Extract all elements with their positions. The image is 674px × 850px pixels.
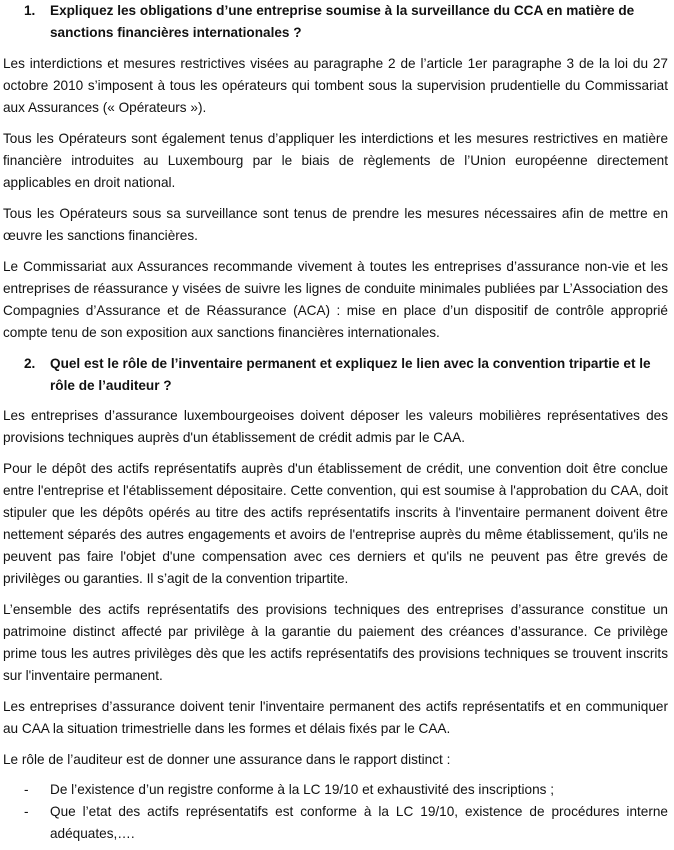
- list-dash: -: [24, 782, 29, 797]
- paragraph: Le Commissariat aux Assurances recommande vivement à toutes les entreprises d’assurance non-vie et les entreprises de réassurance y visées de suivre les lignes de conduite minimales publiées par L’Association des Compagnies d’Assurance et de Réassurance (ACA) : mise en place d’un dispositif de contrôle approprié compte tenu de son exposition aux sanctions financières internationales.: [3, 259, 668, 340]
- list-item-text: De l’existence d’un registre conforme à la LC 19/10 et exhaustivité des inscriptions ;: [50, 782, 554, 797]
- paragraph: Les interdictions et mesures restrictives visées au paragraphe 2 de l’article 1er paragraphe 3 de la loi du 27 octobre 2010 s’imposent à tous les opérateurs qui tombent sous la supervision prudentielle du Commissariat aux Assurances (« Opérateurs »).: [3, 56, 668, 115]
- question-1-number: 1.: [24, 3, 36, 18]
- list-item: [0, 779, 674, 801]
- paragraph: Tous les Opérateurs sont également tenus d’appliquer les interdictions et les mesures restrictives en matière financière introduites au Luxembourg par le biais de règlements de l’Union européenne directement applicables en droit national.: [3, 131, 668, 190]
- question-2-heading: [0, 353, 674, 397]
- auditor-role-list: [0, 779, 674, 845]
- question-1-heading: [0, 0, 674, 44]
- list-item: [0, 801, 674, 845]
- paragraph: L’ensemble des actifs représentatifs des provisions techniques des entreprises d’assurance constitue un patrimoine distinct affecté par privilège à la garantie du paiement des créances d’assurance. Ce privilège prime tous les autres privilèges dès que les actifs représentatifs des provisions techniques se trouvent inscrits sur l'inventaire permanent.: [3, 602, 668, 683]
- question-2-number: 2.: [24, 356, 36, 371]
- paragraph: Tous les Opérateurs sous sa surveillance sont tenus de prendre les mesures nécessaires afin de mettre en œuvre les sanctions financières.: [3, 206, 668, 243]
- paragraph: Le rôle de l’auditeur est de donner une assurance dans le rapport distinct :: [3, 752, 451, 767]
- list-dash: -: [24, 804, 29, 819]
- question-1-text: Expliquez les obligations d’une entreprise soumise à la surveillance du CCA en matière de sanctions financières internationales ?: [50, 3, 635, 40]
- paragraph: Les entreprises d’assurance luxembourgeoises doivent déposer les valeurs mobilières représentatives des provisions techniques auprès d'un établissement de crédit admis par le CAA.: [3, 408, 668, 445]
- paragraph: Pour le dépôt des actifs représentatifs auprès d'un établissement de crédit, une convention doit être conclue entre l'entreprise et l'établissement dépositaire. Cette convention, qui est soumise à l'approbation du CAA, doit stipuler que les dépôts opérés au titre des actifs représentatifs inscrits à l'inventaire permanent doivent être nettement séparés des autres engagements et avoirs de l'entreprise auprès du même établissement, qu'ils ne peuvent pas faire l'objet d'une compensation avec ces derniers et qu'ils ne peuvent pas être grevés de privilèges ou garanties. Il s’agit de la convention tripartite.: [3, 461, 668, 586]
- list-item-text: Que l’etat des actifs représentatifs est conforme à la LC 19/10, existence de procédures interne adéquates,….: [50, 804, 668, 841]
- question-2-text: Quel est le rôle de l’inventaire permanent et expliquez le lien avec la convention tripartie et le rôle de l’auditeur ?: [50, 356, 651, 393]
- paragraph: Les entreprises d’assurance doivent tenir l'inventaire permanent des actifs représentatifs et en communiquer au CAA la situation trimestrielle dans les formes et délais fixés par le CAA.: [3, 699, 668, 736]
